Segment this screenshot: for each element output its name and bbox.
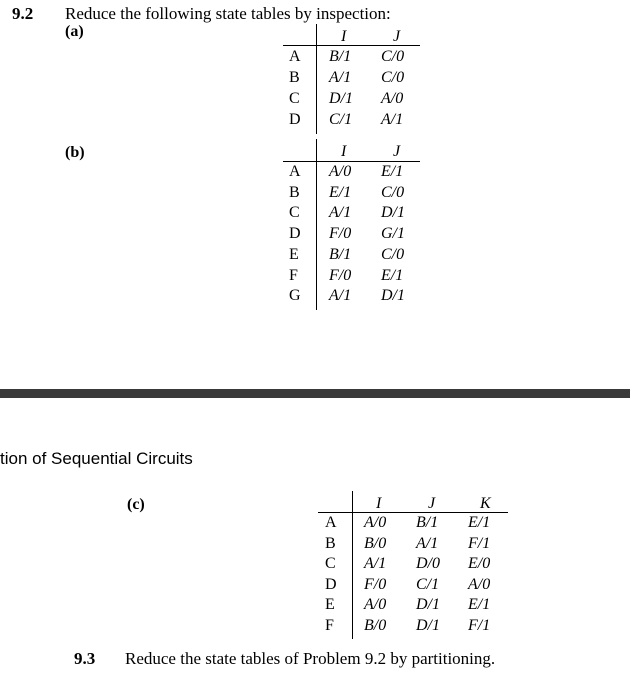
table-header-rule [283,161,420,162]
table-cell: G/1 [381,225,405,243]
state-label: C [289,204,300,222]
table-cell: E/1 [381,163,404,180]
page-divider [0,389,630,398]
table-cell: D/0 [416,555,440,572]
column-header: I [376,495,382,512]
table-cell: D/1 [416,616,440,634]
table-cell: A/0 [381,90,404,107]
state-label: G [289,287,301,305]
state-label: D [289,225,301,243]
column-header: K [480,495,491,512]
table-cell: C/0 [381,183,405,201]
problem-statement: Reduce the state tables of Problem 9.2 by partitioning. [125,649,496,668]
table-vertical-rule [316,24,317,134]
table-cell: E/1 [381,266,404,284]
table-header-rule [283,45,420,46]
table-cell: E/0 [468,555,491,572]
part-label-c: (c) [127,496,145,513]
state-label: F [325,616,334,634]
column-header: I [341,28,347,45]
state-label: D [289,111,301,128]
table-cell: C/0 [381,69,405,86]
state-label: C [289,90,300,107]
table-cell: B/0 [364,616,387,634]
state-label: B [325,534,336,552]
table-cell: D/1 [381,204,405,222]
running-header: tion of Sequential Circuits [0,449,193,468]
table-cell: C/1 [416,575,440,593]
table-cell: D/1 [416,596,440,613]
state-label: F [289,266,298,284]
table-cell: F/0 [364,575,387,593]
state-label: B [289,69,300,86]
table-vertical-rule [316,139,317,310]
part-label-a: (a) [65,23,84,40]
table-cell: C/0 [381,48,405,65]
table-cell: E/1 [329,183,352,201]
table-cell: F/0 [329,225,352,243]
state-label: E [325,596,335,613]
table-cell: A/1 [329,204,352,222]
table-cell: E/1 [468,596,491,613]
problem-number: 9.3 [74,649,96,668]
table-cell: C/1 [329,111,353,128]
table-cell: D/1 [329,90,353,107]
part-label-b: (b) [65,144,85,161]
column-header: J [393,143,401,160]
table-cell: A/1 [416,534,439,552]
table-cell: F/1 [468,616,491,634]
problem-statement: Reduce the following state tables by inspection: [65,4,391,23]
table-cell: A/1 [381,111,404,128]
state-label: A [289,163,301,180]
column-header: J [393,28,401,45]
state-label: C [325,555,336,572]
state-label: A [325,514,337,531]
table-cell: A/1 [364,555,387,572]
column-header: I [341,143,347,160]
table-cell: C/0 [381,245,405,263]
table-header-rule [318,512,508,513]
table-cell: B/1 [416,514,439,531]
state-label: B [289,183,300,201]
table-cell: B/1 [329,245,352,263]
table-cell: A/0 [364,596,387,613]
table-cell: F/1 [468,534,491,552]
table-vertical-rule [352,491,353,639]
state-label: D [325,575,337,593]
table-cell: A/0 [364,514,387,531]
table-cell: A/1 [329,287,352,305]
table-cell: F/0 [329,266,352,284]
table-cell: A/0 [468,575,491,593]
table-cell: B/0 [364,534,387,552]
table-cell: A/0 [329,163,352,180]
table-cell: E/1 [468,514,491,531]
column-header: J [428,495,436,512]
table-cell: A/1 [329,69,352,86]
state-label: E [289,245,299,263]
state-label: A [289,48,301,65]
table-cell: D/1 [381,287,405,305]
problem-number: 9.2 [12,4,34,23]
table-cell: B/1 [329,48,352,65]
